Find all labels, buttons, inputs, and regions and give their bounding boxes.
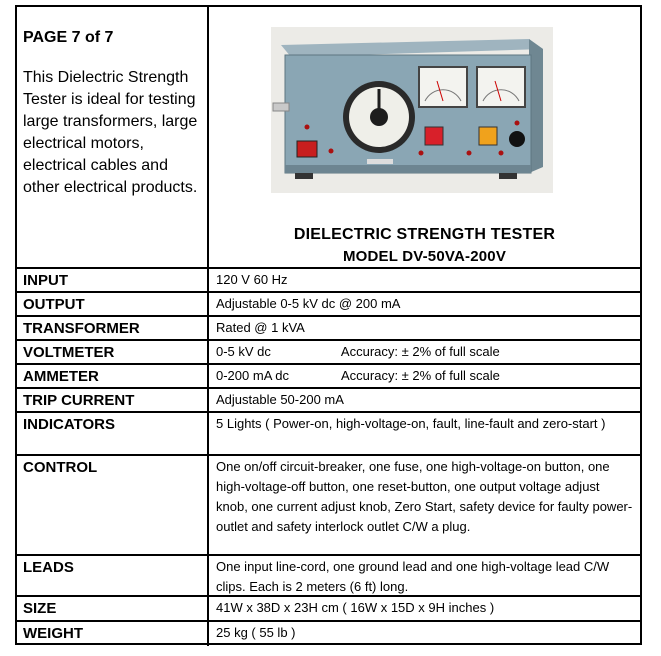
spec-value: Adjustable 0-5 kV dc @ 200 mA xyxy=(216,296,401,311)
product-title: DIELECTRIC STRENGTH TESTER xyxy=(293,226,556,243)
accuracy-text: Accuracy: ± 2% of full scale xyxy=(341,368,500,383)
spec-row xyxy=(17,556,640,597)
spec-label: LEADS xyxy=(17,556,209,595)
product-cell xyxy=(209,7,640,267)
spec-value: One on/off circuit-breaker, one fuse, one high-voltage-on button, one high-voltage-off button, one reset-button, one output voltage adjust knob, one current adjust knob, Zero Start, safety device for faulty power-outlet and safety interlock outlet C/W a plug. xyxy=(216,459,633,534)
spec-value: 25 kg ( 55 lb ) xyxy=(216,625,296,640)
spec-value-text: 0-200 mA dc xyxy=(216,368,289,383)
spec-sheet xyxy=(15,5,642,645)
page-number: PAGE 7 of 7 xyxy=(23,29,114,46)
spec-label: INDICATORS xyxy=(17,413,209,454)
spec-row xyxy=(17,365,640,389)
spec-value xyxy=(209,341,640,363)
spec-label: TRANSFORMER xyxy=(17,317,209,339)
spec-value: Rated @ 1 kVA xyxy=(216,320,305,335)
spec-table xyxy=(17,269,640,646)
spec-row xyxy=(17,413,640,456)
spec-row xyxy=(17,456,640,556)
spec-value: One input line-cord, one ground lead and one high-voltage lead C/W clips. Each is 2 meters (6 ft) long. xyxy=(216,559,610,594)
spec-row xyxy=(17,597,640,622)
spec-label: CONTROL xyxy=(17,456,209,554)
spec-label: TRIP CURRENT xyxy=(17,389,209,411)
spec-label: AMMETER xyxy=(17,365,209,387)
spec-value xyxy=(209,365,640,387)
spec-label: SIZE xyxy=(17,597,209,620)
spec-row xyxy=(17,317,640,341)
spec-row xyxy=(17,622,640,646)
header-section xyxy=(17,7,640,269)
spec-value: 120 V 60 Hz xyxy=(216,272,288,287)
spec-value: Adjustable 50-200 mA xyxy=(216,392,344,407)
spec-value: 5 Lights ( Power-on, high-voltage-on, fault, line-fault and zero-start ) xyxy=(216,416,606,431)
product-photo xyxy=(271,27,553,193)
product-model: MODEL DV-50VA-200V xyxy=(342,248,507,265)
spec-value-text: 0-5 kV dc xyxy=(216,344,271,359)
spec-label: WEIGHT xyxy=(17,622,209,646)
tester-device-illustration xyxy=(271,27,553,193)
spec-label: INPUT xyxy=(17,269,209,291)
spec-row xyxy=(17,341,640,365)
spec-row xyxy=(17,269,640,293)
accuracy-text: Accuracy: ± 2% of full scale xyxy=(340,344,500,359)
spec-label: OUTPUT xyxy=(17,293,209,315)
spec-value: 41W x 38D x 23H cm ( 16W x 15D x 9H inches ) xyxy=(216,600,495,615)
intro-cell xyxy=(17,7,209,267)
intro-text: This Dielectric Strength Tester is ideal for testing large transformers, large electrical motors, electrical cables and other electrical products. xyxy=(23,69,198,196)
spec-row xyxy=(17,389,640,413)
spec-label: VOLTMETER xyxy=(17,341,209,363)
spec-row xyxy=(17,293,640,317)
